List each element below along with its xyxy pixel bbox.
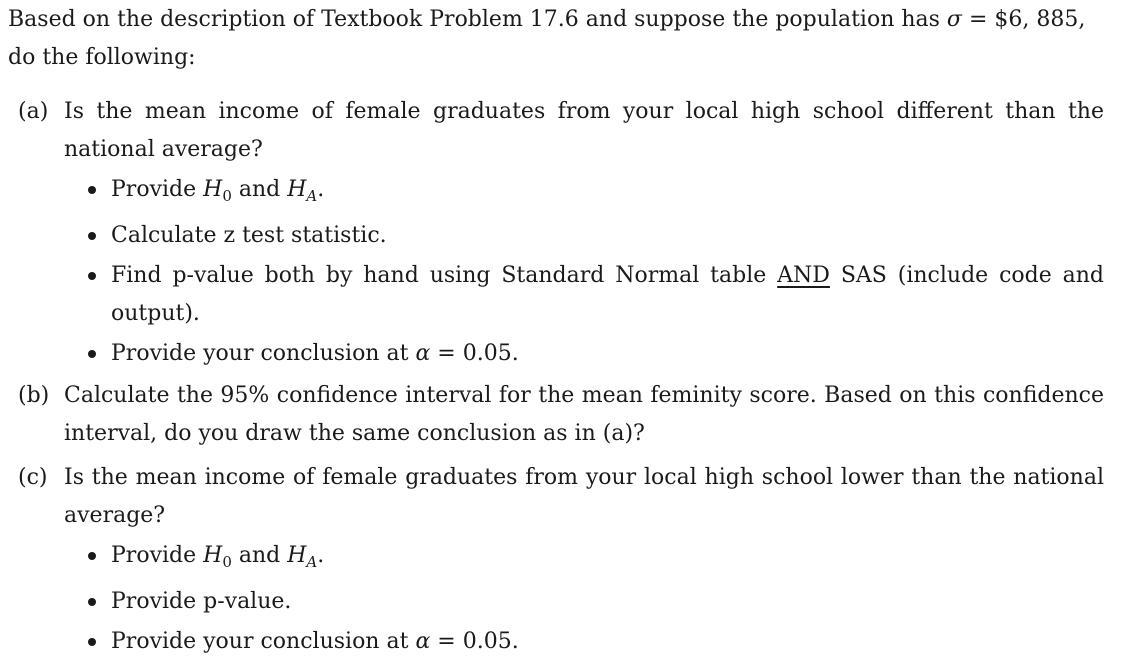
list-item — [111, 217, 1104, 255]
part-b-question: Calculate the 95% confidence interval for the mean feminity score. Based on this confidence interval, do you draw the same conclusion as in (a)? — [64, 383, 1104, 446]
part-a-label: (a) — [18, 99, 49, 124]
list-item — [111, 257, 1104, 333]
intro-line2: do the following: — [8, 45, 196, 70]
part-b — [8, 377, 1104, 453]
list-item — [111, 623, 1104, 661]
alpha-value: = 0.05. — [430, 629, 519, 654]
ha-symbol: H — [287, 543, 307, 568]
part-c-bullets — [8, 537, 1104, 661]
ha-subscript: A — [306, 553, 318, 571]
bullet-text: Provide your conclusion at — [111, 629, 416, 654]
sigma-symbol: σ — [946, 7, 962, 32]
problem-page — [8, 0, 1104, 663]
bullet-text: and — [231, 177, 288, 202]
bullet-text: Provide — [111, 543, 204, 568]
bullet-text: Provide your conclusion at — [111, 341, 416, 366]
part-b-label: (b) — [18, 383, 50, 408]
alpha-value: = 0.05. — [430, 341, 519, 366]
bullet-text: Find p-value both by hand using Standard Normal table — [111, 263, 778, 288]
bullet-text: Provide — [111, 177, 204, 202]
intro-text: Based on the description of Textbook Problem 17.6 and suppose the population has — [8, 7, 947, 32]
h0-subscript: 0 — [222, 553, 232, 571]
bullet-text: Calculate z test statistic. — [111, 223, 387, 248]
part-c — [8, 459, 1104, 535]
ha-subscript: A — [306, 187, 318, 205]
h0-subscript: 0 — [222, 187, 232, 205]
ha-symbol: H — [287, 177, 307, 202]
part-a-bullets — [8, 171, 1104, 373]
alpha-symbol: α — [415, 629, 431, 654]
list-item — [111, 335, 1104, 373]
list-item — [111, 583, 1104, 621]
and-emphasis: AND — [777, 263, 830, 288]
sigma-value: = $6, 885, — [961, 7, 1086, 32]
h0-symbol: H — [203, 543, 223, 568]
bullet-text: SAS (include code and output). — [111, 263, 1105, 326]
problem-intro — [8, 0, 1104, 77]
list-item — [111, 171, 1104, 215]
part-c-label: (c) — [18, 465, 48, 490]
bullet-text: . — [317, 543, 325, 568]
bullet-text: Provide p-value. — [111, 589, 292, 614]
alpha-symbol: α — [415, 341, 431, 366]
part-a-question: Is the mean income of female graduates from your local high school different than the national average? — [64, 99, 1104, 162]
bullet-text: . — [317, 177, 325, 202]
h0-symbol: H — [203, 177, 223, 202]
part-a — [8, 93, 1104, 169]
part-c-question: Is the mean income of female graduates from your local high school lower than the national average? — [64, 465, 1104, 528]
list-item — [111, 537, 1104, 581]
bullet-text: and — [231, 543, 288, 568]
